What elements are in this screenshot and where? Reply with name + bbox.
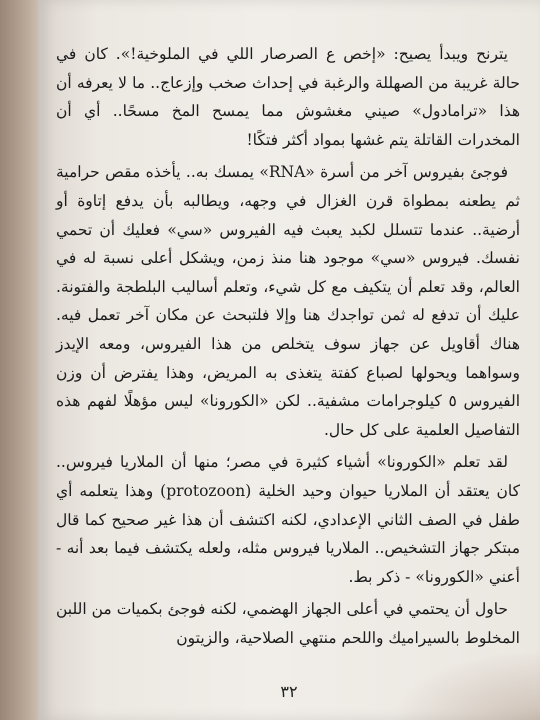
paragraph-2: فوجئ بفيروس آخر من أسرة «RNA» يمسك به.. يأخذه مقص حرامية ثم يطعنه بمطواة قرن الغزال في وجهه، ويطالبه بأن يدفع إتاوة أو أرضية.. عندما تتسلل لكبد يعبث فيه الفيروس «سي» فعليك أن تحمي نفسك. فيروس «سي» موجود هنا منذ زمن، ويشكل أعلى نسبة له في العالم، وقد تعلم أن يتكيف مع كل شيء، وتعلم أساليب البلطجة والفتونة. عليك أن تدفع له ثمن تواجدك هنا وإلا فلتبحث عن مكان آخر تعمل فيه. هناك أقاويل عن جهاز سوف يتخلص من هذا الفيروس، ومعه الإيدز وسواهما ويحولها لصباع كفتة يتغذى به المريض، وهذا يفترض أن وزن الفيروس ٥ كيلوجرامات مشفية.. لكن «الكورونا» ليس مؤهلًا لفهم هذه التفاصيل العلمية على كل حال. <box>56 163 520 439</box>
paragraph-1: يترنح ويبدأ يصيح: «إخص ع الصرصار اللي في الملوخية!». كان في حالة غريبة من الصهللة والرغبة في إحداث صخب وإزعاج.. ما لا يعرفه أن هذا «ترامادول» صيني مغشوش مما يمسح المخ مسحًا.. أي أن المخدرات القاتلة يتم غشها بمواد أكثر فتكًا! <box>56 45 520 149</box>
paragraph-4: حاول أن يحتمي في أعلى الجهاز الهضمي، لكنه فوجئ بكميات من اللبن المخلوط بالسيراميك واللحم منتهي الصلاحية، والزيتون <box>56 600 520 647</box>
page-number: ٣٢ <box>280 682 298 701</box>
paragraph-3: لقد تعلم «الكورونا» أشياء كثيرة في مصر؛ منها أن الملاريا فيروس.. كان يعتقد أن الملاريا حيوان وحيد الخلية (protozoon) وهذا يتعلمه أي طفل في الصف الثاني الإعدادي، لكنه اكتشف أن هذا غير صحيح كما قال مبتكر جهاز التشخيص.. الملاريا فيروس مثله، ولعله يكتشف فيما بعد أنه - أعني «الكورونا» - ذكر بط. <box>56 453 520 586</box>
page-body-text <box>56 40 520 652</box>
book-page <box>38 0 540 720</box>
